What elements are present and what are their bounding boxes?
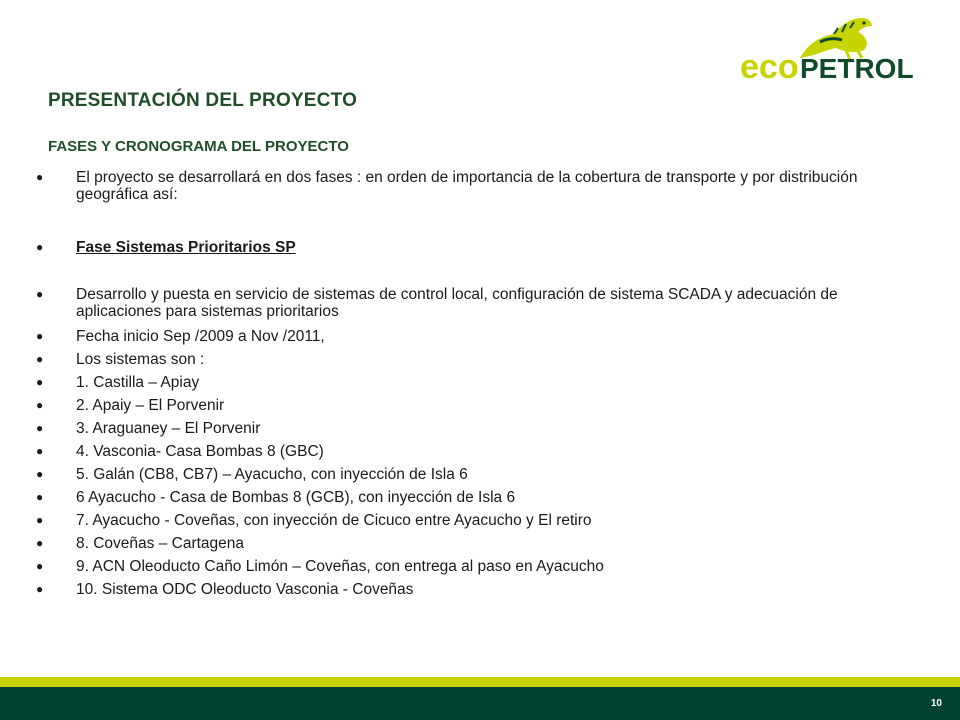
bullet-icon: ● <box>36 444 44 458</box>
bullet-icon: ● <box>36 536 44 550</box>
list-item: ● 4. Vasconia- Casa Bombas 8 (GBC) <box>36 443 324 460</box>
logo-text-eco: eco <box>740 48 799 84</box>
section-subtitle: FASES Y CRONOGRAMA DEL PROYECTO <box>48 138 349 155</box>
bullet-list <box>36 169 916 598</box>
list-item: ● 10. Sistema ODC Oleoducto Vasconia - Coveñas <box>36 581 414 598</box>
bullet-icon: ● <box>36 490 44 504</box>
bullet-icon: ● <box>36 287 44 301</box>
list-item: ● Fase Sistemas Prioritarios SP <box>36 239 296 256</box>
list-item: ● 7. Ayacucho - Coveñas, con inyección de Cicuco entre Ayacucho y El retiro <box>36 512 592 529</box>
bullet-icon: ● <box>36 170 44 184</box>
logo-text-petrol: PETROL <box>800 53 914 84</box>
page-number: 10 <box>930 698 942 709</box>
footer-accent-stripe <box>0 677 960 687</box>
bullet-icon: ● <box>36 398 44 412</box>
bullet-icon: ● <box>36 559 44 573</box>
list-item: ● 8. Coveñas – Cartagena <box>36 535 245 552</box>
bullet-icon: ● <box>36 421 44 435</box>
slide-title: PRESENTACIÓN DEL PROYECTO <box>48 90 358 111</box>
list-item: ● 5. Galán (CB8, CB7) – Ayacucho, con inyección de Isla 6 <box>36 466 468 483</box>
list-item: ● Desarrollo y puesta en servicio de sistemas de control local, configuración de sistema SCADA y adecuación de aplicaciones para sistemas prioritarios <box>36 286 838 320</box>
list-item: ● 3. Araguaney – El Porvenir <box>36 420 261 437</box>
list-item: ● 9. ACN Oleoducto Caño Limón – Coveñas, con entrega al paso en Ayacucho <box>36 558 604 575</box>
bullet-icon: ● <box>36 329 44 343</box>
bullet-icon: ● <box>36 467 44 481</box>
bullet-icon: ● <box>36 352 44 366</box>
bullet-icon: ● <box>36 240 44 254</box>
list-item: ● Fecha inicio Sep /2009 a Nov /2011, <box>36 328 325 345</box>
list-item: ● El proyecto se desarrollará en dos fases : en orden de importancia de la cobertura de transporte y por distribución geográfica así: <box>36 169 858 203</box>
list-item: ● Los sistemas son : <box>36 351 205 368</box>
list-item: ● 1. Castilla – Apiay <box>36 374 200 391</box>
bullet-icon: ● <box>36 375 44 389</box>
bullet-icon: ● <box>36 582 44 596</box>
bullet-icon: ● <box>36 513 44 527</box>
list-item: ● 6 Ayacucho - Casa de Bombas 8 (GCB), con inyección de Isla 6 <box>36 489 516 506</box>
list-item: ● 2. Apaiy – El Porvenir <box>36 397 225 414</box>
footer-bar <box>0 687 960 720</box>
ecopetrol-logo <box>738 14 938 84</box>
